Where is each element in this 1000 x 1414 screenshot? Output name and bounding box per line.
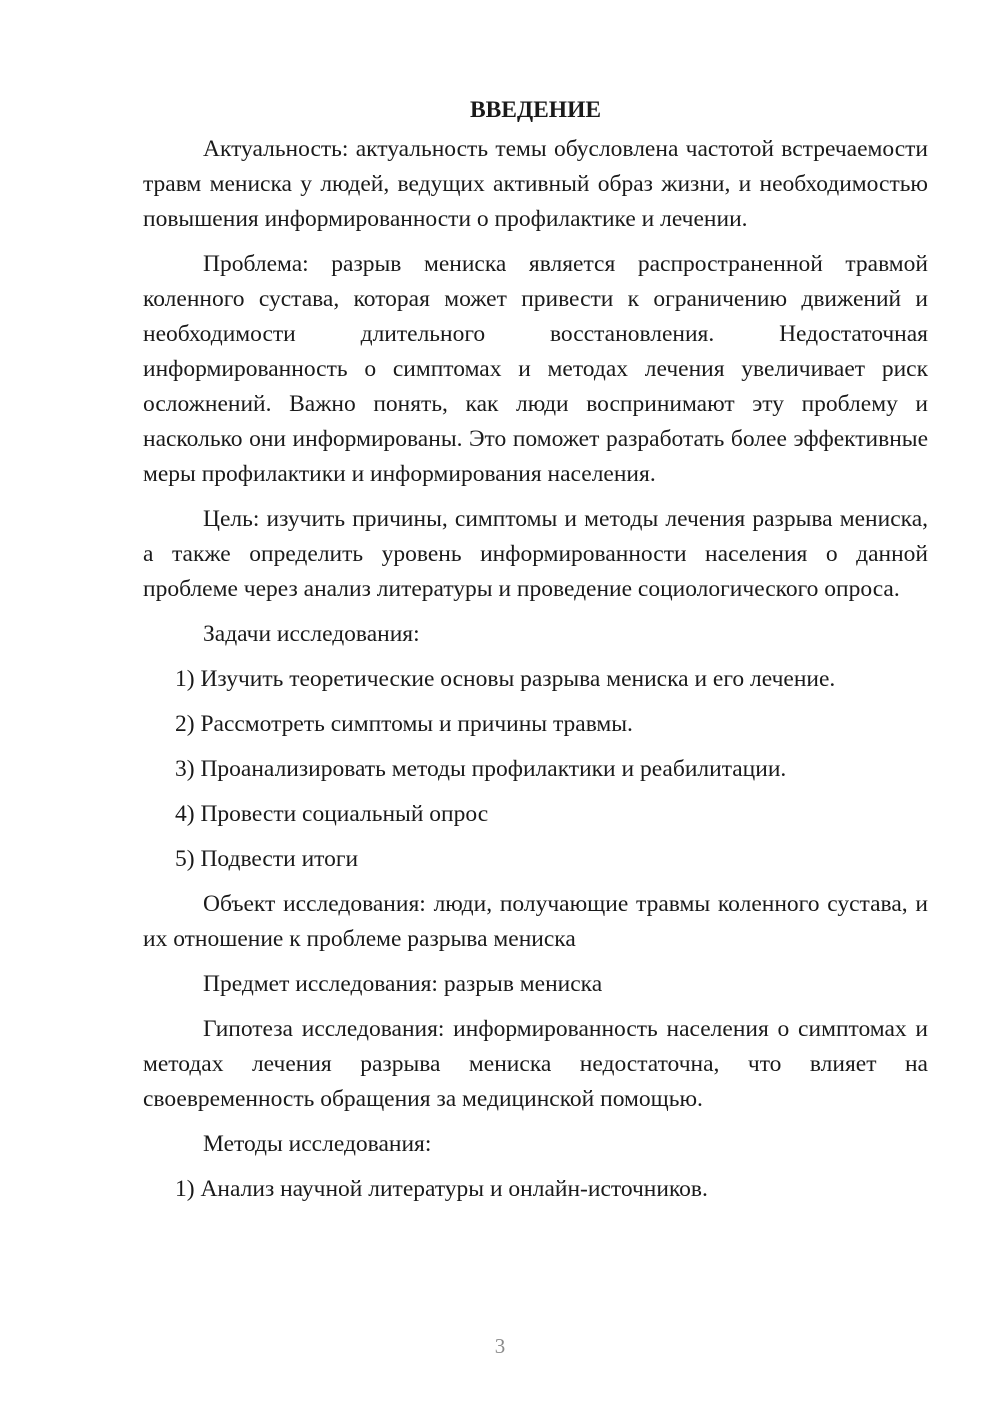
task-item: 5) Подвести итоги xyxy=(175,846,359,872)
method-item: 1) Анализ научной литературы и онлайн-источников. xyxy=(175,1176,708,1202)
task-item: 3) Проанализировать методы профилактики и реабилитации. xyxy=(175,756,787,782)
task-item: 2) Рассмотреть симптомы и причины травмы. xyxy=(175,711,633,737)
subject-paragraph: Предмет исследования: разрыв мениска xyxy=(203,971,603,997)
task-item: 4) Провести социальный опрос xyxy=(175,801,489,827)
goal-paragraph: Цель: изучить причины, симптомы и методы лечения разрыва мениска, а также определить уровень информированности населения о данной проблеме через анализ литературы и проведение социологического опроса. xyxy=(143,506,928,602)
problem-paragraph: Проблема: разрыв мениска является распространенной травмой коленного сустава, которая может привести к ограничению движений и необходимости длительного восстановления. Недостаточная информированность о симптомах и методах лечения увеличивает риск осложнений. Важно понять, как люди воспринимают эту проблему и насколько они информированы. Это поможет разработать более эффективные меры профилактики и информирования населения. xyxy=(143,251,928,487)
methods-heading: Методы исследования: xyxy=(203,1131,432,1157)
task-item: 1) Изучить теоретические основы разрыва мениска и его лечение. xyxy=(175,666,836,692)
page-number: 3 xyxy=(494,1334,506,1358)
section-title: ВВЕДЕНИЕ xyxy=(469,97,602,123)
relevance-paragraph: Актуальность: актуальность темы обусловлена частотой встречаемости травм мениска у людей, ведущих активный образ жизни, и необходимостью повышения информированности о профилактике и лечении. xyxy=(143,136,928,232)
tasks-heading: Задачи исследования: xyxy=(203,621,420,647)
object-paragraph: Объект исследования: люди, получающие травмы коленного сустава, и их отношение к проблеме разрыва мениска xyxy=(143,891,928,952)
hypothesis-paragraph: Гипотеза исследования: информированность населения о симптомах и методах лечения разрыва мениска недостаточна, что влияет на своевременность обращения за медицинской помощью. xyxy=(143,1016,928,1112)
document-page xyxy=(143,92,928,1217)
